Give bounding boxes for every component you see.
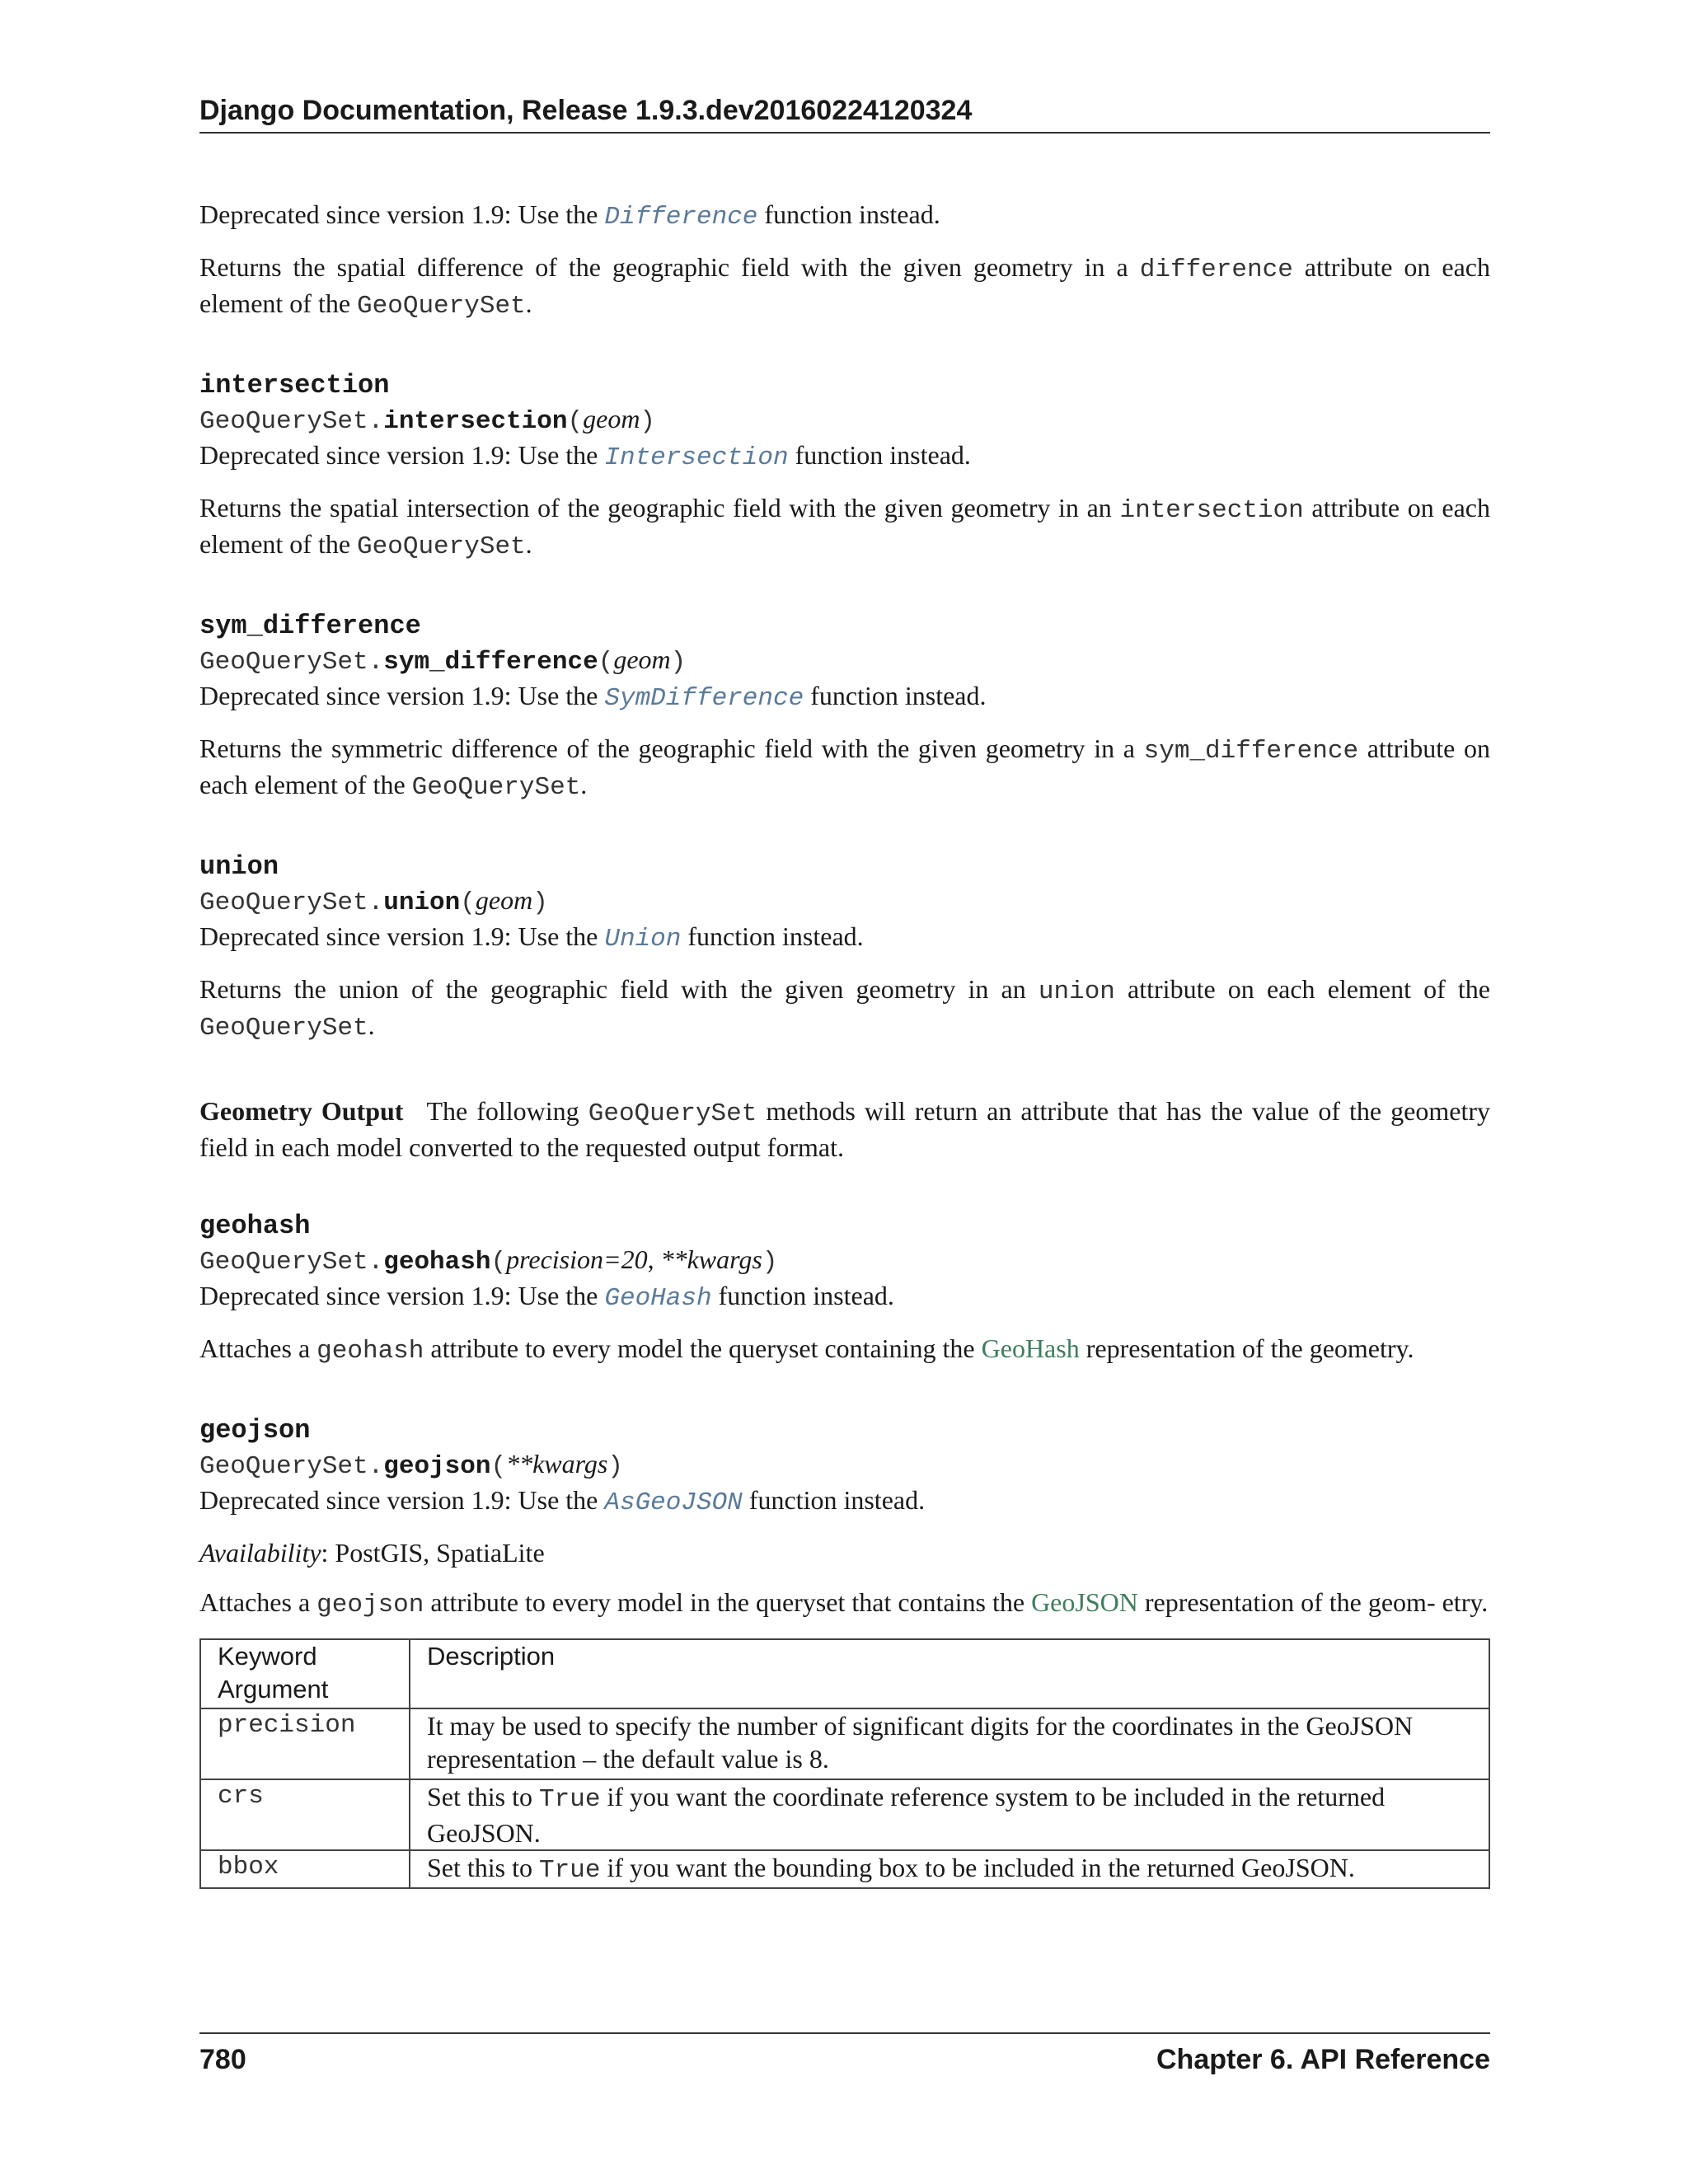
geojson-signature: GeoQuerySet.geojson(**kwargs) [199,1449,623,1481]
symdifference-function-link[interactable]: SymDifference [604,684,804,713]
geohash-entry [199,1210,1490,1368]
table-header-row [200,1639,1489,1708]
table-cell-keyword: bbox [200,1850,410,1888]
intersection-function-link[interactable]: Intersection [604,443,789,472]
table-cell-description: Set this to True if you want the bounding box to be included in the returned GeoJSON. [410,1850,1489,1888]
geojson-entry [199,1414,1490,1889]
difference-deprecated-note: Deprecated since version 1.9: Use the Difference function instead. [199,199,940,232]
geojson-availability: Availability: PostGIS, SpatiaLite [199,1538,545,1568]
sym-difference-title: sym_difference [199,611,421,641]
geohash-deprecated-note: Deprecated since version 1.9: Use the GeoHash function instead. [199,1281,894,1313]
union-deprecated-note: Deprecated since version 1.9: Use the Union function instead. [199,921,864,954]
union-signature: GeoQuerySet.union(geom) [199,885,548,917]
difference-function-link[interactable]: Difference [604,203,758,232]
union-entry [199,851,1490,1045]
geometry-output-paragraph: Geometry Output The following GeoQuerySet methods will return an attribute that has the value of the geometry field in each model converted to the requested output format. [199,1096,1491,1162]
page-content [199,198,1490,1889]
table-cell-description: Set this to True if you want the coordinate reference system to be included in the returned GeoJSON. [410,1779,1489,1850]
table-row [200,1850,1489,1888]
sym-difference-entry [199,610,1490,804]
geometry-output-heading: Geometry Output [199,1096,404,1126]
page-number: 780 [199,2044,246,2075]
sym-difference-deprecated-note: Deprecated since version 1.9: Use the SymDifference function instead. [199,681,987,713]
sym-difference-description: Returns the symmetric difference of the geographic field with the given geometry in a sym_difference attribute on each element of the GeoQuerySet. [199,733,1491,802]
intersection-entry [199,369,1490,564]
document-title: Django Documentation, Release 1.9.3.dev20160224120324 [199,95,973,126]
union-function-link[interactable]: Union [604,925,682,954]
geohash-external-link[interactable]: GeoHash [981,1333,1080,1363]
geohash-function-link[interactable]: GeoHash [604,1284,712,1313]
table-cell-description: It may be used to specify the number of significant digits for the coordinates in the GeoJSON representation – the default value is 8. [410,1708,1489,1779]
geohash-title: geohash [199,1211,311,1241]
intersection-title: intersection [199,370,390,401]
geojson-keyword-table [199,1638,1490,1889]
table-cell-keyword: precision [200,1708,410,1779]
page-footer [199,2032,1490,2079]
intersection-signature: GeoQuerySet.intersection(geom) [199,404,656,436]
geojson-external-link[interactable]: GeoJSON [1031,1587,1138,1617]
geohash-description: Attaches a geohash attribute to every model the queryset containing the GeoHash representation of the geometry. [199,1333,1414,1366]
union-title: union [199,851,279,882]
geojson-title: geojson [199,1415,311,1446]
intersection-deprecated-note: Deprecated since version 1.9: Use the Intersection function instead. [199,440,971,472]
geohash-signature: GeoQuerySet.geohash(precision=20, **kwargs) [199,1244,778,1277]
table-header-keyword: Keyword Argument [200,1639,410,1708]
intersection-description: Returns the spatial intersection of the geographic field with the given geometry in an intersection attribute on each element of the GeoQuerySet. [199,493,1491,561]
table-row [200,1779,1489,1850]
chapter-title: Chapter 6. API Reference [1156,2044,1490,2075]
asgeojson-function-link[interactable]: AsGeoJSON [604,1488,743,1517]
geojson-description: Attaches a geojson attribute to every model in the queryset that contains the GeoJSON representation of the geom- etry. [199,1587,1489,1619]
table-header-description: Description [410,1639,1489,1708]
table-row [200,1708,1489,1779]
union-description: Returns the union of the geographic field with the given geometry in an union attribute on each element of the GeoQuerySet. [199,974,1491,1043]
sym-difference-signature: GeoQuerySet.sym_difference(geom) [199,644,687,677]
page-header [199,91,1490,134]
difference-description: Returns the spatial difference of the geographic field with the given geometry in a difference attribute on each element of the GeoQuerySet. [199,252,1491,321]
geojson-deprecated-note: Deprecated since version 1.9: Use the AsGeoJSON function instead. [199,1485,926,1517]
table-cell-keyword: crs [200,1779,410,1850]
